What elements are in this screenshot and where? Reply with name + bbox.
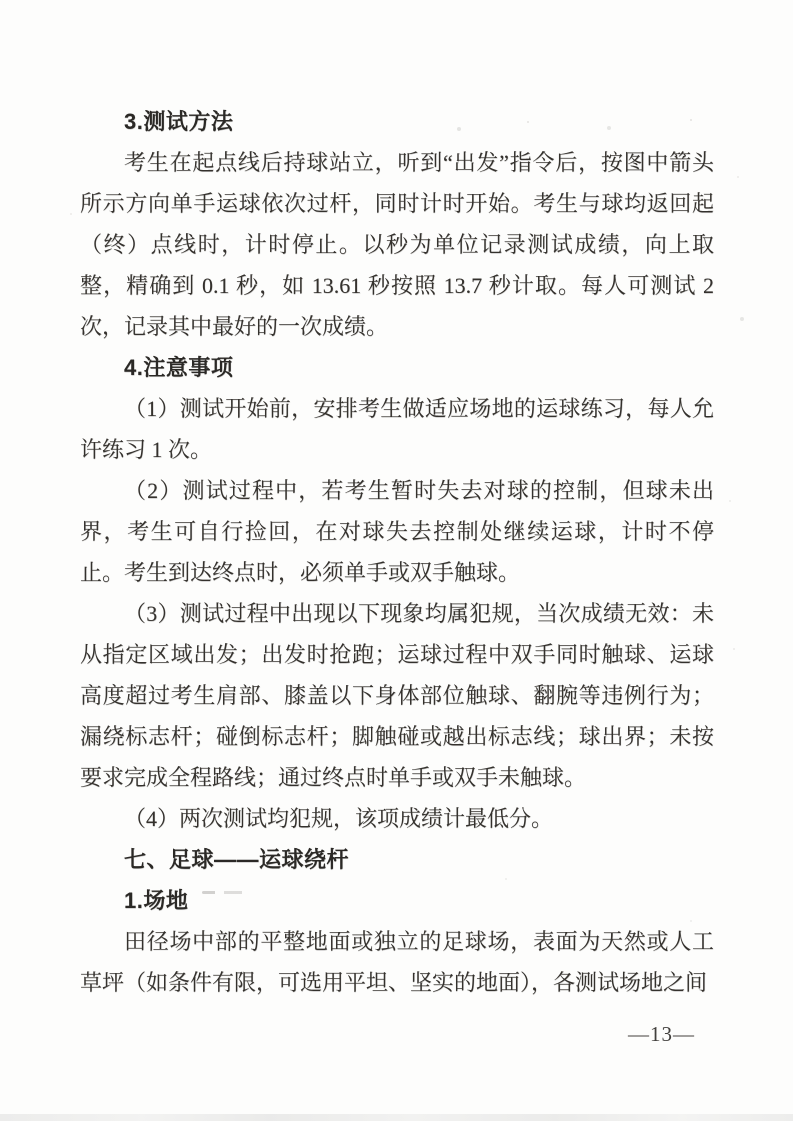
- paragraph-note-3: （3）测试过程中出现以下现象均属犯规，当次成绩无效：未从指定区域出发；出发时抢跑；运球过程中双手同时触球、运球高度超过考生肩部、膝盖以下身体部位触球、翻腕等违例行为；漏绕标志杆；碰倒标志杆；脚触碰或越出标志线；球出界；未按要求完成全程路线；通过终点时单手或双手未触球。: [80, 601, 714, 790]
- scan-noise-speckles: [0, 0, 2, 2]
- paragraph-field: 田径场中部的平整地面或独立的足球场，表面为天然或人工草坪（如条件有限，可选用平坦、坚实的地面），各测试场地之间: [80, 929, 714, 995]
- page-number: —13—: [628, 1022, 695, 1046]
- scan-artifact-dashes: [202, 891, 248, 894]
- heading-section-football: 七、足球——运球绕杆: [124, 847, 350, 872]
- paragraph-note-4: （4）两次测试均犯规，该项成绩计最低分。: [124, 806, 554, 831]
- paragraph-note-2: （2）测试过程中，若考生暂时失去对球的控制，但球未出界，考生可自行捡回，在对球失去控制处继续运球，计时不停止。考生到达终点时，必须单手或双手触球。: [80, 478, 714, 585]
- paragraph-test-method: 考生在起点线后持球站立，听到“出发”指令后，按图中箭头所示方向单手运球依次过杆，同时计时开始。考生与球均返回起（终）点线时，计时停止。以秒为单位记录测试成绩，向上取整，精确到 0.1 秒，如 13.61 秒按照 13.7 秒计取。每人可测试 2 次，记录其中最好的一次成绩。: [80, 150, 714, 339]
- paragraph-note-1: （1）测试开始前，安排考生做适应场地的运球练习，每人允许练习 1 次。: [80, 396, 714, 462]
- heading-test-method: 3.测试方法: [124, 109, 234, 134]
- document-body: [80, 101, 714, 1003]
- heading-field: 1.场地: [124, 888, 189, 913]
- scan-bottom-edge: [0, 1114, 793, 1121]
- heading-notes: 4.注意事项: [124, 355, 234, 380]
